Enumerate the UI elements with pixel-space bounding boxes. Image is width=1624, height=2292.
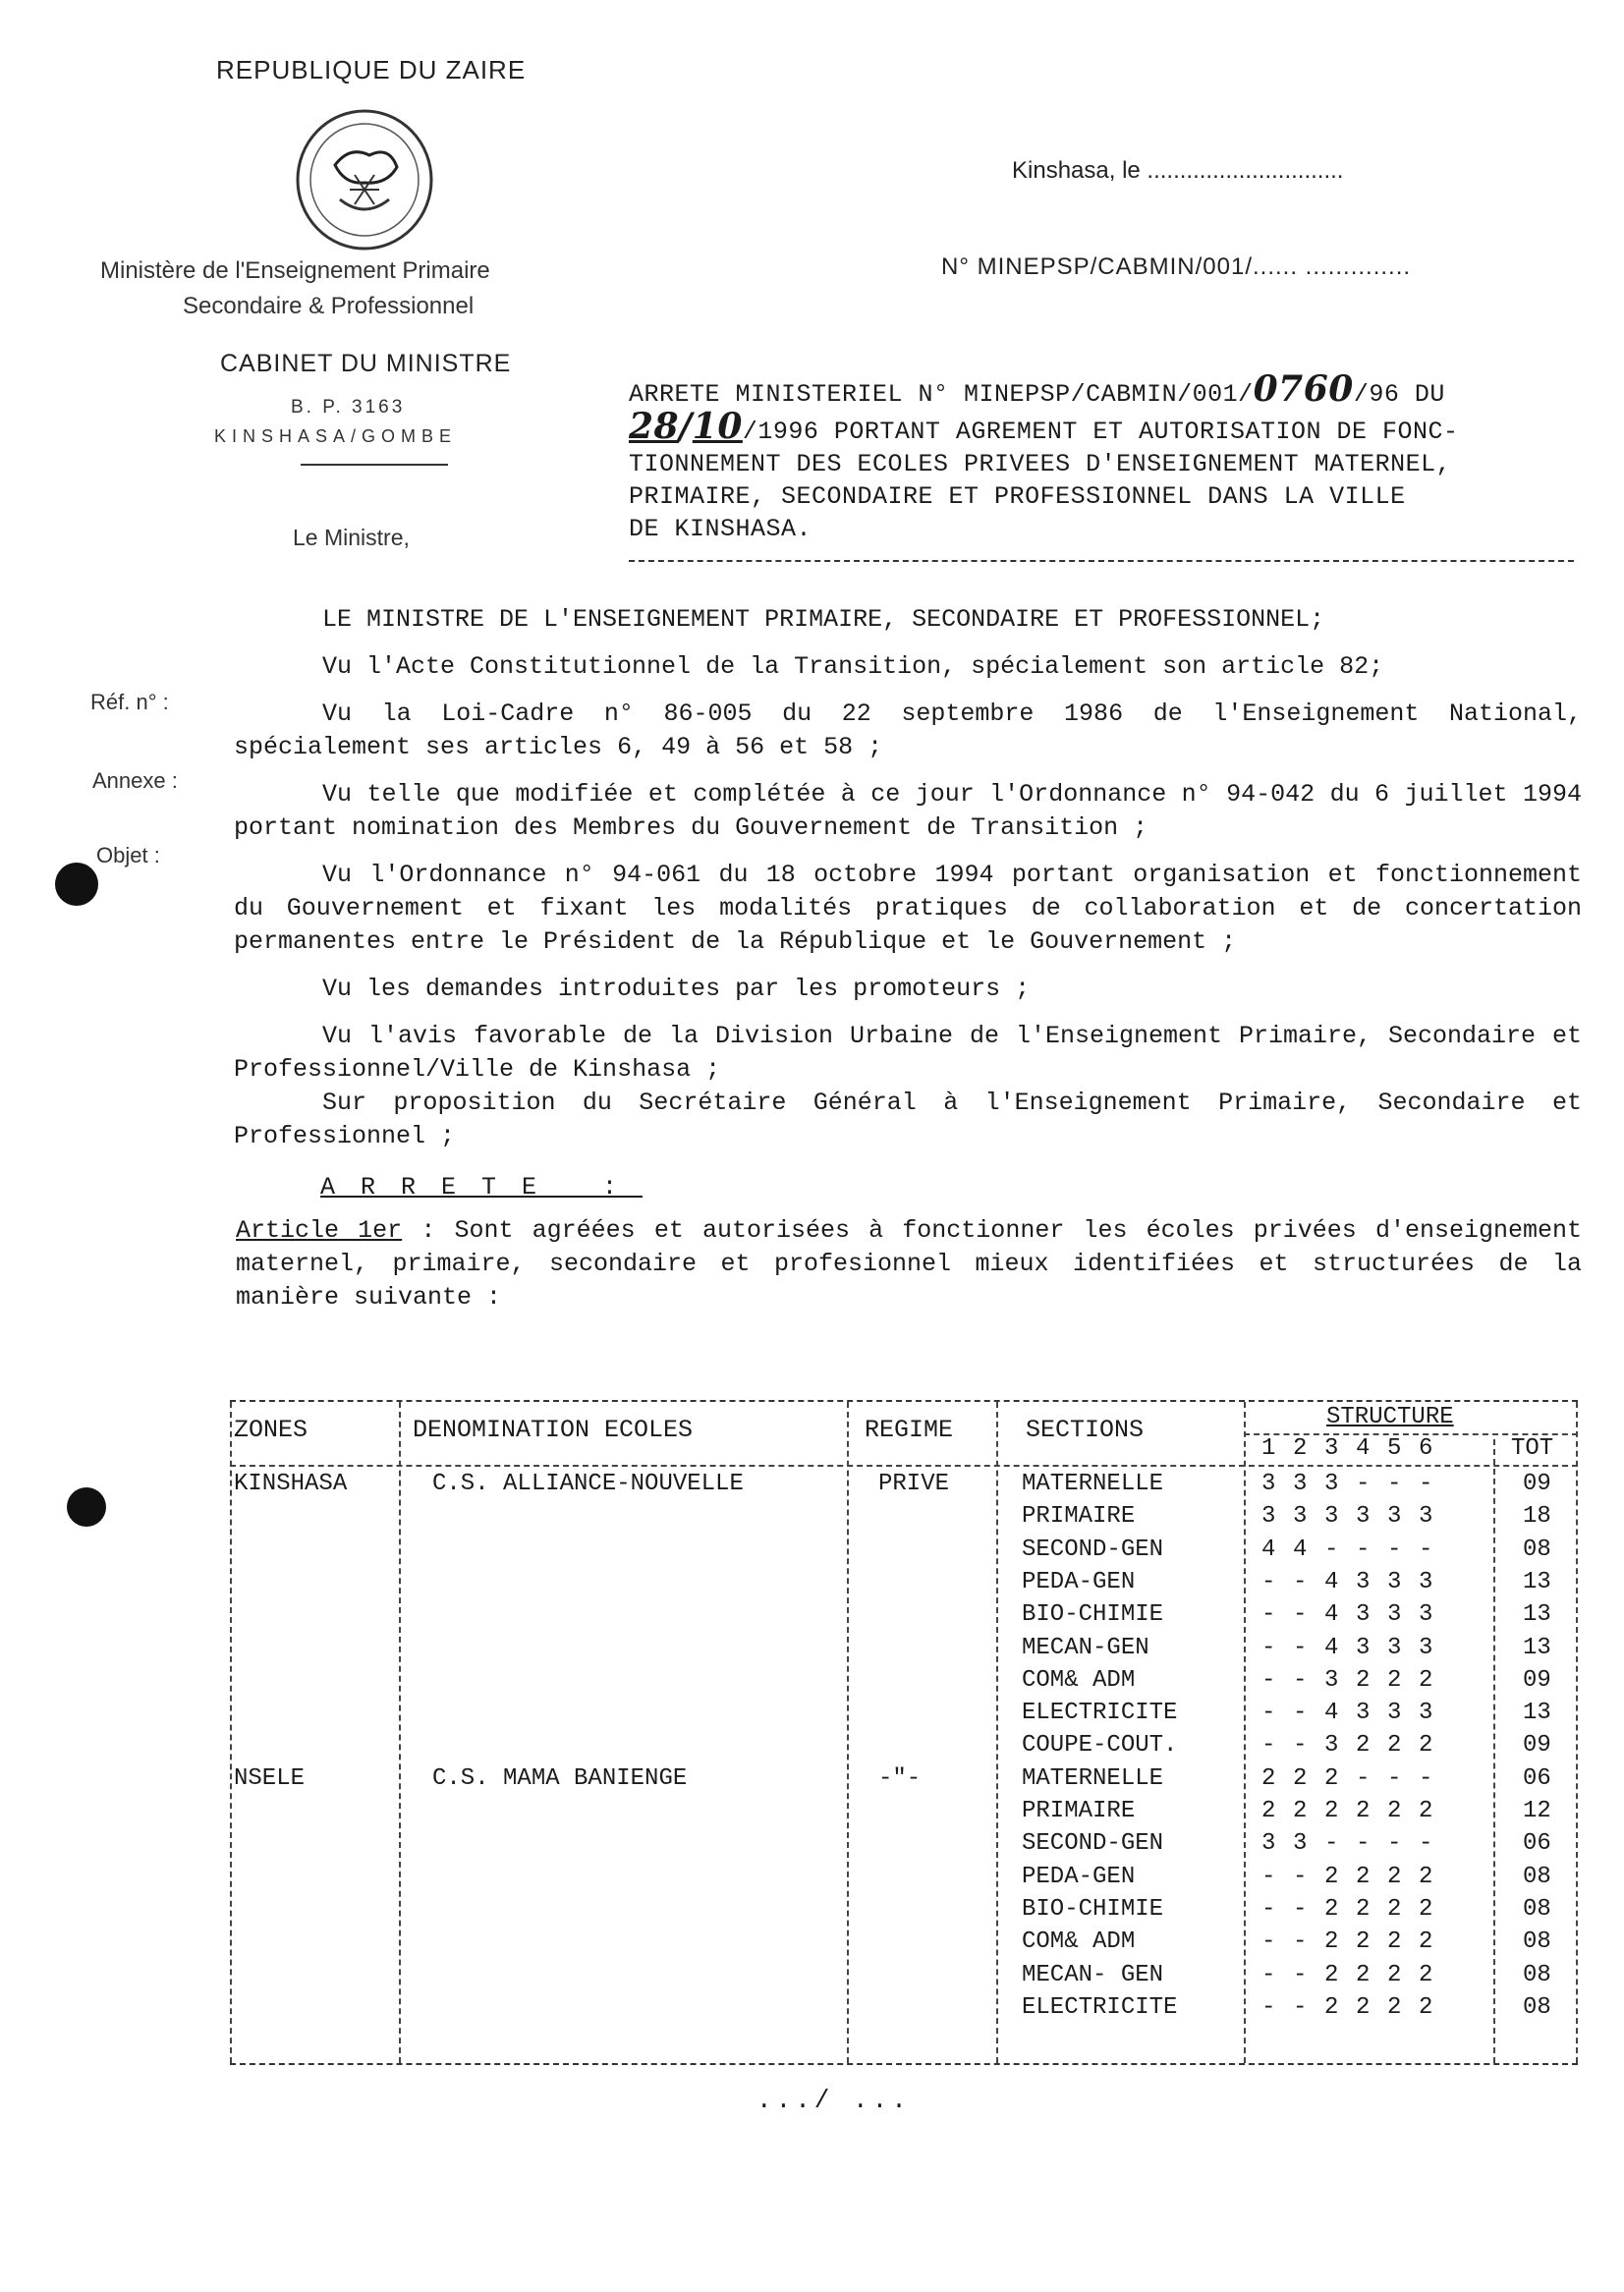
structure-year-cell: 4	[1261, 1536, 1276, 1563]
section-cell: BIO-CHIMIE	[1022, 1601, 1164, 1629]
total-cell: 06	[1523, 1764, 1551, 1792]
structure-year-cell: 3	[1324, 1471, 1339, 1497]
section-cell: MATERNELLE	[1022, 1471, 1164, 1497]
table-row	[230, 1471, 1578, 1503]
total-cell: 13	[1523, 1601, 1551, 1629]
handwritten-number: 0760	[1253, 368, 1354, 410]
structure-year-cell: 2	[1324, 1764, 1339, 1792]
structure-year-cell: -	[1356, 1764, 1371, 1792]
title-prefix: ARRETE MINISTERIEL N° MINEPSP/CABMIN/001/	[629, 380, 1254, 409]
structure-year-cell: 4	[1324, 1634, 1339, 1661]
section-cell: SECOND-GEN	[1022, 1830, 1164, 1858]
structure-year-cell: -	[1356, 1830, 1371, 1858]
header-total: TOT	[1511, 1435, 1554, 1462]
header-regime: REGIME	[865, 1416, 954, 1444]
structure-year-cell: 2	[1356, 1666, 1371, 1694]
school-cell: C.S. MAMA BANIENGE	[432, 1764, 688, 1792]
structure-year-cell: 3	[1324, 1503, 1339, 1531]
structure-year-cell: -	[1261, 1961, 1276, 1988]
article-label: Article 1er	[236, 1216, 403, 1245]
regime-cell: PRIVE	[878, 1471, 950, 1497]
header-zones: ZONES	[234, 1416, 308, 1444]
considerant-ordonnance-94-042: Vu telle que modifiée et complétée à ce jour l'Ordonnance n° 94-042 du 6 juillet 1994 portant nomination des Membres du Gouvernement de Transition ;	[234, 780, 1582, 842]
structure-year-cell: 2	[1324, 1863, 1339, 1890]
table-row	[230, 1830, 1578, 1863]
structure-year-cell: -	[1419, 1764, 1433, 1792]
schools-table	[230, 1400, 1578, 2065]
total-cell: 06	[1523, 1830, 1551, 1858]
structure-year-cell: -	[1293, 1732, 1308, 1760]
title-line-4: PRIMAIRE, SECONDAIRE ET PROFESSIONNEL DANS LA VILLE	[629, 482, 1406, 511]
structure-year-cell: -	[1293, 1863, 1308, 1890]
table-row	[230, 1601, 1578, 1634]
structure-year-cell: -	[1293, 1666, 1308, 1694]
sur-proposition: Sur proposition du Secrétaire Général à l'Enseignement Primaire, Secondaire et Professionnel ;	[234, 1089, 1582, 1150]
structure-year-cell: 3	[1324, 1732, 1339, 1760]
structure-year-cell: -	[1419, 1536, 1433, 1563]
total-cell: 13	[1523, 1634, 1551, 1661]
title-line-5: DE KINSHASA.	[629, 515, 812, 543]
table-row	[230, 1700, 1578, 1732]
ministry-line-1: Ministère de l'Enseignement Primaire	[100, 257, 490, 284]
section-cell: COUPE-COUT.	[1022, 1732, 1178, 1760]
margin-objet-label: Objet :	[96, 843, 160, 867]
structure-year-cell: 2	[1419, 1732, 1433, 1760]
city-line: KINSHASA/GOMBE	[214, 426, 458, 446]
structure-year-cell: 2	[1356, 1863, 1371, 1890]
structure-year-cell: -	[1419, 1471, 1433, 1497]
table-row	[230, 1537, 1578, 1569]
year-1: 1	[1261, 1435, 1276, 1462]
structure-year-cell: -	[1387, 1764, 1402, 1792]
continuation-mark: .../ ...	[756, 2086, 911, 2115]
structure-year-cell: 2	[1356, 1961, 1371, 1988]
section-cell: BIO-CHIMIE	[1022, 1895, 1164, 1923]
structure-year-cell: -	[1261, 1666, 1276, 1694]
school-cell: C.S. ALLIANCE-NOUVELLE	[432, 1471, 744, 1497]
structure-year-cell: 2	[1293, 1764, 1308, 1792]
section-cell: PEDA-GEN	[1022, 1863, 1136, 1890]
structure-year-cell: 3	[1419, 1700, 1433, 1727]
section-cell: MECAN-GEN	[1022, 1634, 1149, 1661]
section-cell: PEDA-GEN	[1022, 1568, 1136, 1595]
structure-year-cell: 2	[1324, 1993, 1339, 2021]
considerant-demandes: Vu les demandes introduites par les promoteurs ;	[322, 975, 1031, 1003]
year-5: 5	[1387, 1435, 1402, 1462]
structure-year-cell: 2	[1324, 1961, 1339, 1988]
structure-year-cell: 3	[1419, 1568, 1433, 1595]
total-cell: 09	[1523, 1666, 1551, 1694]
total-cell: 09	[1523, 1732, 1551, 1760]
section-cell: SECOND-GEN	[1022, 1536, 1164, 1563]
structure-year-cell: 2	[1324, 1929, 1339, 1956]
structure-year-cell: -	[1324, 1830, 1339, 1858]
handwritten-day: 28	[629, 406, 680, 447]
section-cell: ELECTRICITE	[1022, 1700, 1178, 1727]
structure-year-cell: -	[1293, 1961, 1308, 1988]
decree-body	[234, 603, 1582, 1328]
structure-year-cell: -	[1356, 1471, 1371, 1497]
structure-year-cell: 3	[1293, 1830, 1308, 1858]
structure-year-cell: -	[1261, 1732, 1276, 1760]
structure-year-cell: 2	[1387, 1863, 1402, 1890]
structure-year-cell: -	[1356, 1536, 1371, 1563]
table-row	[230, 1798, 1578, 1830]
total-cell: 12	[1523, 1798, 1551, 1824]
structure-year-cell: 3	[1293, 1471, 1308, 1497]
structure-year-cell: 3	[1419, 1634, 1433, 1661]
structure-year-cell: 3	[1324, 1666, 1339, 1694]
table-row	[230, 1503, 1578, 1536]
table-row	[230, 1994, 1578, 2027]
structure-year-cell: -	[1293, 1993, 1308, 2021]
section-cell: COM& ADM	[1022, 1666, 1136, 1694]
section-cell: PRIMAIRE	[1022, 1798, 1136, 1824]
header-rule	[230, 1465, 1578, 1467]
table-row	[230, 1635, 1578, 1667]
structure-year-cell: 2	[1293, 1798, 1308, 1824]
structure-year-cell: 3	[1387, 1503, 1402, 1531]
structure-year-cell: 2	[1324, 1895, 1339, 1923]
structure-year-cell: -	[1387, 1536, 1402, 1563]
section-cell: MATERNELLE	[1022, 1764, 1164, 1792]
structure-year-cell: -	[1293, 1700, 1308, 1727]
structure-year-cell: 2	[1419, 1993, 1433, 2021]
total-cell: 13	[1523, 1568, 1551, 1595]
total-cell: 18	[1523, 1503, 1551, 1531]
structure-year-cell: -	[1419, 1830, 1433, 1858]
structure-year-cell: -	[1261, 1700, 1276, 1727]
total-cell: 09	[1523, 1471, 1551, 1497]
structure-year-cell: 2	[1419, 1798, 1433, 1824]
structure-year-cell: 3	[1356, 1503, 1371, 1531]
structure-year-cell: 3	[1356, 1568, 1371, 1595]
header-sections: SECTIONS	[1026, 1416, 1145, 1444]
arrete-heading: ARRETE :	[320, 1173, 644, 1202]
date-line: Kinshasa, le ..............................	[1012, 157, 1344, 184]
structure-year-cell: -	[1324, 1536, 1339, 1563]
structure-year-cell: -	[1261, 1895, 1276, 1923]
structure-year-cell: 3	[1356, 1634, 1371, 1661]
structure-year-cell: 3	[1387, 1601, 1402, 1629]
structure-year-cell: -	[1293, 1634, 1308, 1661]
structure-year-cell: 2	[1419, 1895, 1433, 1923]
structure-year-cell: 2	[1387, 1929, 1402, 1956]
year-4: 4	[1356, 1435, 1371, 1462]
total-cell: 08	[1523, 1536, 1551, 1563]
structure-year-cell: 3	[1387, 1634, 1402, 1661]
structure-year-cell: -	[1293, 1895, 1308, 1923]
cabinet-heading: CABINET DU MINISTRE	[220, 350, 512, 377]
title-suffix-1: /96 DU	[1353, 380, 1445, 409]
total-cell: 08	[1523, 1961, 1551, 1988]
ministry-seal	[291, 106, 438, 253]
structure-year-cell: 2	[1387, 1895, 1402, 1923]
structure-year-cell: 4	[1324, 1601, 1339, 1629]
structure-year-cell: 2	[1356, 1798, 1371, 1824]
structure-year-cell: 2	[1324, 1798, 1339, 1824]
title-rule	[629, 560, 1574, 562]
total-cell: 13	[1523, 1700, 1551, 1727]
structure-year-cell: 2	[1387, 1798, 1402, 1824]
title-suffix-2: /1996 PORTANT AGREMENT ET AUTORISATION DE FONC-	[742, 418, 1459, 446]
structure-year-cell: -	[1261, 1601, 1276, 1629]
structure-year-cell: 2	[1356, 1895, 1371, 1923]
section-cell: COM& ADM	[1022, 1929, 1136, 1956]
structure-year-cell: -	[1261, 1929, 1276, 1956]
article-text: : Sont agréées et autorisées à fonctionner les écoles privées d'enseignement maternel, primaire, secondaire et profesionnel mieux identifiées et structurées de la manière suivante :	[236, 1216, 1582, 1312]
structure-year-cell: 2	[1261, 1798, 1276, 1824]
regime-cell: -"-	[878, 1764, 922, 1792]
le-ministre-label: Le Ministre,	[293, 525, 410, 550]
structure-year-cell: 2	[1387, 1732, 1402, 1760]
structure-year-cell: 2	[1356, 1732, 1371, 1760]
handwritten-month: 10	[692, 406, 743, 447]
ink-blot	[67, 1487, 106, 1527]
header-rule	[301, 464, 448, 466]
considerant-acte: Vu l'Acte Constitutionnel de la Transition, spécialement son article 82;	[322, 652, 1384, 681]
structure-year-cell: 2	[1356, 1993, 1371, 2021]
decree-title	[629, 368, 1582, 545]
table-row	[230, 1732, 1578, 1764]
structure-year-cell: -	[1261, 1568, 1276, 1595]
republic-heading: REPUBLIQUE DU ZAIRE	[216, 55, 527, 84]
table-row	[230, 1864, 1578, 1896]
article-1	[236, 1214, 1582, 1314]
structure-year-cell: 2	[1261, 1764, 1276, 1792]
structure-year-cell: 3	[1261, 1503, 1276, 1531]
title-line-3: TIONNEMENT DES ECOLES PRIVEES D'ENSEIGNEMENT MATERNEL,	[629, 450, 1452, 478]
table-row	[230, 1569, 1578, 1601]
section-cell: PRIMAIRE	[1022, 1503, 1136, 1531]
structure-year-cell: 3	[1356, 1700, 1371, 1727]
total-cell: 08	[1523, 1929, 1551, 1956]
ink-blot	[55, 863, 98, 906]
structure-year-cell: 3	[1419, 1601, 1433, 1629]
table-row	[230, 1896, 1578, 1929]
structure-year-cell: -	[1261, 1993, 1276, 2021]
structure-year-cell: 3	[1261, 1471, 1276, 1497]
structure-year-cell: 3	[1387, 1700, 1402, 1727]
structure-year-cell: 3	[1419, 1503, 1433, 1531]
table-row	[230, 1962, 1578, 1994]
structure-year-cell: 2	[1387, 1993, 1402, 2021]
structure-year-cell: -	[1387, 1471, 1402, 1497]
structure-year-cell: 3	[1261, 1830, 1276, 1858]
year-6: 6	[1419, 1435, 1433, 1462]
structure-year-cell: 2	[1387, 1666, 1402, 1694]
year-3: 3	[1324, 1435, 1339, 1462]
section-cell: ELECTRICITE	[1022, 1993, 1178, 2021]
structure-year-cell: 2	[1356, 1929, 1371, 1956]
zone-cell: KINSHASA	[234, 1471, 348, 1497]
considerant-avis: Vu l'avis favorable de la Division Urbaine de l'Enseignement Primaire, Secondaire et Professionnel/Ville de Kinshasa ;	[234, 1022, 1582, 1084]
ministry-line-2: Secondaire & Professionnel	[183, 293, 475, 319]
structure-year-cell: 2	[1419, 1863, 1433, 1890]
zone-cell: NSELE	[234, 1764, 306, 1792]
considerant-loi-cadre: Vu la Loi-Cadre n° 86-005 du 22 septembre 1986 de l'Enseignement National, spécialement ses articles 6, 49 à 56 et 58 ;	[234, 699, 1582, 761]
section-cell: MECAN- GEN	[1022, 1961, 1164, 1988]
reference-number: N° MINEPSP/CABMIN/001/...... ..............	[941, 253, 1412, 280]
postal-box: B. P. 3163	[291, 397, 406, 418]
total-cell: 08	[1523, 1993, 1551, 2021]
structure-year-cell: 3	[1293, 1503, 1308, 1531]
date-separator: /	[679, 406, 693, 447]
total-cell: 08	[1523, 1863, 1551, 1890]
structure-year-cell: 2	[1387, 1961, 1402, 1988]
structure-year-cell: -	[1387, 1830, 1402, 1858]
margin-annexe-label: Annexe :	[92, 768, 178, 793]
table-row	[230, 1667, 1578, 1700]
structure-label: STRUCTURE	[1326, 1404, 1454, 1430]
structure-year-cell: 4	[1324, 1568, 1339, 1595]
structure-year-cell: 4	[1324, 1700, 1339, 1727]
structure-year-cell: 2	[1419, 1929, 1433, 1956]
structure-year-cell: 3	[1387, 1568, 1402, 1595]
header-denomination: DENOMINATION ECOLES	[413, 1416, 694, 1444]
structure-year-cell: 2	[1419, 1666, 1433, 1694]
structure-year-cell: -	[1293, 1601, 1308, 1629]
structure-year-cell: 4	[1293, 1536, 1308, 1563]
year-numbers	[1244, 1435, 1578, 1465]
total-cell: 08	[1523, 1895, 1551, 1923]
structure-year-cell: -	[1293, 1929, 1308, 1956]
structure-year-cell: -	[1261, 1634, 1276, 1661]
margin-ref-label: Réf. n° :	[90, 690, 169, 714]
minister-line: LE MINISTRE DE L'ENSEIGNEMENT PRIMAIRE, SECONDAIRE ET PROFESSIONNEL;	[322, 605, 1325, 634]
table-row	[230, 1929, 1578, 1961]
table-row	[230, 1765, 1578, 1798]
structure-year-cell: -	[1261, 1863, 1276, 1890]
structure-year-cell: -	[1293, 1568, 1308, 1595]
considerant-ordonnance-94-061: Vu l'Ordonnance n° 94-061 du 18 octobre 1994 portant organisation et fonctionnement du Gouvernement et fixant les modalités pratiques de collaboration et de concertation permanentes entre le Président de la République et le Gouvernement ;	[234, 861, 1582, 956]
structure-year-cell: 3	[1356, 1601, 1371, 1629]
structure-year-cell: 2	[1419, 1961, 1433, 1988]
year-2: 2	[1293, 1435, 1308, 1462]
